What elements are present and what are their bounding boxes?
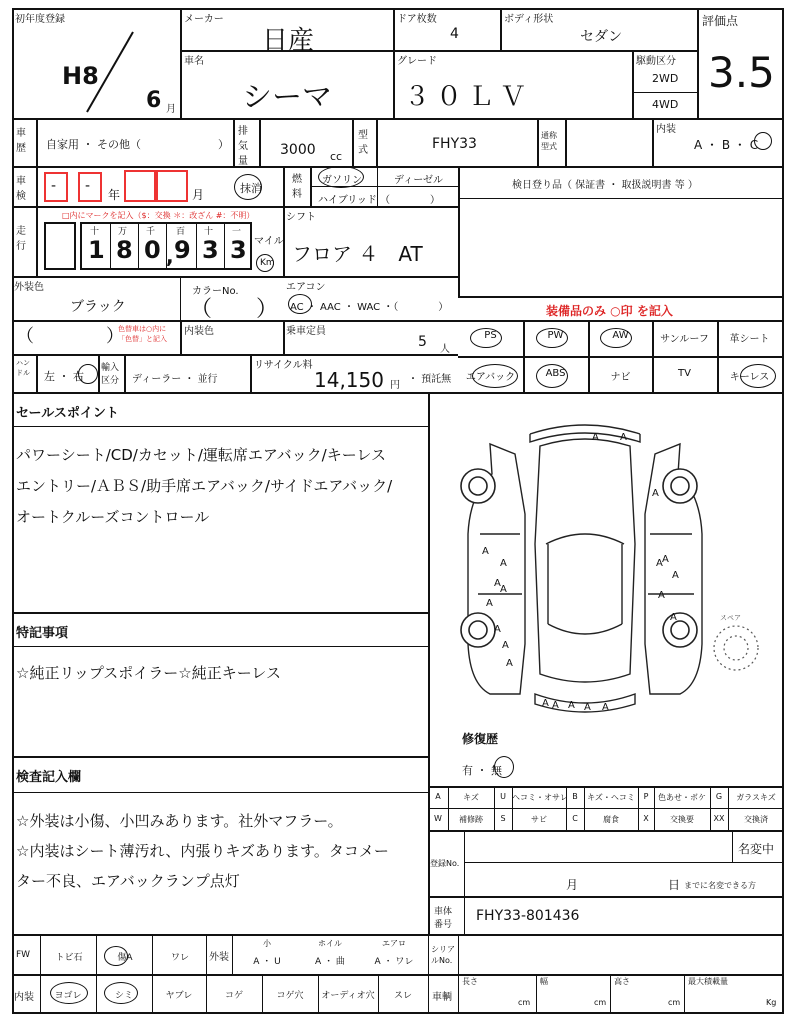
score-value: 3.5: [708, 48, 775, 97]
damage-mark: A: [494, 624, 501, 635]
bottom-circle: [50, 982, 88, 1004]
doors-label: ドア枚数: [397, 14, 437, 25]
color-no-value: （ ）: [190, 297, 279, 322]
special-line: ☆純正リップスポイラー☆純正キーレス: [16, 664, 281, 682]
doors-value: 4: [450, 26, 459, 42]
bottom-circle: [104, 982, 138, 1004]
ext-damage-label: 外装: [209, 952, 229, 963]
drive-4wd: 4WD: [652, 98, 679, 111]
legend-cell: U: [500, 792, 506, 801]
damage-mark: A: [670, 612, 677, 623]
reg-deadline: までに名変できる方: [684, 881, 756, 890]
equipment-circle: [472, 364, 518, 388]
sales-line: パワーシート/CD/カセット/運転席エアバック/キーレス: [16, 446, 386, 464]
recycle-deposited: ・ 預託無: [408, 374, 452, 385]
interior-color-label: 内装色: [184, 326, 214, 337]
registration-label: 登録No.: [430, 859, 460, 868]
legend-cell: XX: [713, 814, 725, 823]
ext-small-label: 小: [263, 939, 271, 948]
damage-mark: A: [500, 584, 507, 595]
damage-mark: A: [652, 488, 659, 499]
color-no-label: カラーNo.: [192, 286, 239, 297]
documents-label: 検日登り品（ 保証書 ・ 取扱説明書 等 ）: [512, 180, 698, 191]
maker-value: 日産: [262, 26, 315, 56]
car-diagram: [430, 394, 784, 724]
bottom-int-item: シミ: [114, 991, 133, 1001]
recycle-unit: 円: [390, 380, 400, 391]
sales-line: エントリー/ＡＢＳ/助手席エアバック/サイドエアバック/: [16, 477, 393, 495]
inspection-label: 車検: [16, 176, 26, 202]
equipment-item: エアバック: [465, 372, 516, 383]
mileage-digit: 1: [88, 236, 105, 264]
bottom-circle: [104, 946, 128, 966]
legend-cell: ガラスキズ: [736, 793, 776, 802]
chassis-label: 車体番号: [434, 907, 453, 930]
shift-value: フロア ４ AT: [292, 242, 423, 266]
damage-mark: A: [552, 700, 559, 711]
damage-mark: A: [542, 698, 549, 709]
ext-value: A ・ ワレ: [374, 957, 414, 967]
mileage-digit-divider: [110, 222, 111, 270]
damage-mark: A: [506, 658, 513, 669]
bottom-divider: [152, 974, 153, 1014]
equipment-item: ABS: [545, 368, 566, 379]
special-notes-label: 特記事項: [16, 626, 69, 641]
legend-cell: 色あせ・ボケ: [658, 793, 706, 802]
equipment-circle: [740, 364, 776, 388]
body-value: セダン: [580, 29, 623, 45]
damage-mark: A: [620, 432, 627, 443]
capacity-value: 5: [418, 334, 427, 350]
legend-cell: C: [572, 814, 578, 823]
bottom-fw-item: トビ石: [55, 953, 83, 963]
legend-row-divider: [428, 808, 784, 809]
equipment-item: AW: [612, 330, 629, 341]
equipment-item: 革シート: [729, 334, 770, 345]
shift-label: シフト: [286, 212, 316, 223]
bottom-divider: [318, 974, 319, 1014]
mileage-unit-label: 百: [176, 227, 186, 237]
mileage-digit: 3: [202, 236, 219, 264]
damage-mark: A: [602, 702, 609, 713]
equipment-item: PS: [484, 330, 497, 341]
ext-small-label: ホイル: [318, 939, 342, 948]
maker-label: メーカー: [184, 14, 224, 25]
equipment-item: サンルーフ: [660, 334, 709, 345]
fuel-hybrid: ハイブリッド: [318, 195, 377, 206]
check-label: 検査記入欄: [16, 770, 82, 785]
equipment-item: キーレス: [729, 372, 770, 383]
body-label: ボディ形状: [504, 14, 554, 25]
model-value: FHY33: [432, 136, 477, 152]
mileage-mile: マイル: [254, 236, 284, 247]
damage-mark: A: [592, 432, 599, 443]
ext-color-value: ブラック: [70, 299, 126, 315]
gasoline-circle: [318, 166, 364, 188]
equipment-item: ナビ: [610, 372, 631, 383]
handle-right-circle: [78, 364, 98, 384]
reg-month: 6: [146, 88, 162, 113]
legend-cell: サビ: [531, 815, 547, 824]
bottom-divider: [96, 974, 97, 1014]
repair-value: 有 ・ 無: [462, 764, 502, 777]
car-name-value: シーマ: [242, 80, 332, 115]
mileage-note: □内にマークを記入（$：交換 ＊：改ざん #：不明）: [62, 211, 255, 220]
equipment-item: TV: [678, 368, 691, 379]
check-line: ター不良、エアバックランプ点灯: [16, 872, 240, 890]
length-unit: cm: [518, 998, 531, 1007]
reg-month-label: 月: [566, 878, 579, 892]
mileage-unit-label: 千: [146, 227, 156, 237]
handle-value: 左 ・ 右: [44, 370, 84, 383]
bottom-fw-item: 傷A: [117, 953, 133, 963]
mileage-unit-label: 十: [90, 227, 100, 237]
damage-mark: A: [482, 546, 489, 557]
check-line: ☆内装はシート薄汚れ、内張りキズあります。タコメー: [16, 842, 389, 860]
reg-month-unit: 月: [166, 104, 176, 115]
ac-value: AC ・ AAC ・ WAC ・（ ）: [290, 302, 449, 313]
damage-mark: A: [662, 554, 669, 565]
score-label: 評価点: [702, 14, 739, 28]
dims-label: 車輌: [432, 992, 452, 1003]
model-label: 型式: [358, 130, 368, 156]
max-load-unit: Kg: [766, 998, 777, 1007]
mileage-separator: ,: [166, 244, 174, 268]
name-change-label: 名変中: [738, 842, 775, 856]
bottom-divider: [206, 974, 207, 1014]
handle-label: ハンドル: [16, 359, 30, 377]
sales-point-label: セールスポイント: [16, 406, 119, 421]
mileage-digit: 8: [116, 236, 133, 264]
damage-mark: A: [658, 590, 665, 601]
equipment-circle: [470, 328, 502, 348]
erased-circle: [234, 174, 262, 200]
first-reg-label: 初年度登録: [15, 14, 65, 25]
inspection-month-unit: 月: [192, 188, 205, 202]
width-label: 幅: [540, 977, 548, 986]
damage-mark: A: [568, 700, 575, 711]
fuel-diesel: ディーゼル: [394, 175, 443, 186]
reg-year: H8: [62, 62, 99, 90]
displacement-unit: cc: [330, 150, 343, 163]
mileage-unit-label: 万: [118, 227, 128, 237]
ext-value: A ・ U: [253, 957, 281, 967]
mileage-extra-box: [44, 222, 76, 270]
equipment-circle: [600, 328, 632, 348]
damage-mark: A: [656, 558, 663, 569]
damage-mark: A: [500, 558, 507, 569]
grade-label: グレード: [397, 56, 437, 67]
bottom-fw-item: ワレ: [170, 953, 189, 963]
equipment-circle: [536, 364, 568, 388]
displacement-label: 排気量: [238, 126, 248, 167]
equipment-title: 装備品のみ ○印 を記入: [546, 304, 673, 318]
repair-label: 修復歴: [462, 732, 499, 746]
fuel-other: （ ）: [380, 195, 440, 206]
mileage-digit-divider: [224, 222, 225, 270]
sales-line: オートクルーズコントロール: [16, 508, 210, 526]
drive-label: 駆動区分: [636, 56, 676, 67]
fuel-label: 燃料: [292, 174, 302, 200]
legend-cell: A: [435, 792, 441, 801]
bottom-int-item: ヤブレ: [165, 991, 193, 1001]
mileage-digit: 0: [144, 236, 161, 264]
bottom-int-item: ヨゴレ: [54, 991, 82, 1001]
ext-color-label: 外装色: [14, 282, 44, 293]
grade-value: ３０ＬＶ: [404, 82, 533, 112]
legend-cell: 補修跡: [459, 815, 483, 824]
repair-none-circle: [494, 756, 514, 778]
mileage-digit-divider: [138, 222, 139, 270]
damage-mark: A: [502, 640, 509, 651]
car-name-label: 車名: [184, 56, 204, 67]
fw-label: FW: [16, 950, 31, 960]
mileage-unit-label: 一: [232, 227, 242, 237]
width-unit: cm: [594, 998, 607, 1007]
bottom-int-item: オーディオ穴: [321, 991, 375, 1001]
ac-circle: [288, 294, 312, 314]
legend-cell: キズ: [463, 793, 479, 802]
recycle-value: 14,150: [314, 368, 384, 392]
legend-cell: 腐食: [603, 815, 619, 824]
legend-cell: S: [500, 814, 506, 823]
legend-cell: キズ・ヘコミ: [587, 793, 635, 802]
max-load-label: 最大積載量: [688, 977, 728, 986]
recycle-label: リサイクル料: [254, 360, 313, 371]
legend-cell: B: [572, 792, 578, 801]
chassis-value: FHY33-801436: [476, 908, 580, 924]
legend-cell: X: [643, 814, 649, 823]
damage-mark: A: [672, 570, 679, 581]
interior-color-paren: （ ）: [16, 326, 124, 347]
mileage-label: 走行: [16, 226, 26, 252]
import-label: 輸入区分: [101, 363, 120, 386]
erased-value: 抹消: [240, 182, 262, 195]
height-label: 高さ: [614, 977, 630, 986]
bottom-int-item: コゲ穴: [276, 991, 304, 1001]
km-circle: [256, 254, 274, 272]
damage-mark: A: [486, 598, 493, 609]
spare-label: スペア: [720, 614, 741, 622]
ac-label: エアコン: [286, 282, 326, 293]
legend-cell: G: [715, 792, 723, 801]
legend-cell: 交換済: [744, 815, 768, 824]
fuel-gasoline: ガソリン: [322, 175, 362, 186]
capacity-label: 乗車定員: [286, 326, 326, 337]
drive-2wd: 2WD: [652, 72, 679, 85]
equipment-circle: [536, 328, 568, 348]
bottom-int-item: スレ: [393, 991, 412, 1001]
equipment-item: PW: [547, 330, 564, 341]
interior-grade-value: A ・ B ・ C: [694, 138, 759, 152]
mileage-digit: 3: [230, 236, 247, 264]
displacement-value: 3000: [280, 142, 316, 158]
legend-cell: P: [643, 792, 649, 801]
color-change-note: 色替車は○内に「色替」と記入: [118, 325, 167, 343]
mileage-unit-label: 十: [204, 227, 214, 237]
common-model-label: 通称型式: [541, 131, 557, 151]
legend-cell: W: [434, 814, 442, 823]
capacity-unit: 人: [440, 344, 450, 355]
interior-grade-circle: [754, 132, 772, 150]
bottom-divider: [378, 974, 379, 1014]
height-unit: cm: [668, 998, 681, 1007]
inspection-year-unit: 年: [108, 188, 121, 202]
damage-mark: A: [494, 578, 501, 589]
check-line: ☆外装は小傷、小凹みあります。社外マフラー。: [16, 812, 343, 830]
mileage-digit-divider: [196, 222, 197, 270]
reg-day-label: 日: [668, 878, 681, 892]
interior-grade-label: 内装: [656, 124, 676, 135]
import-value: ディーラー ・ 並行: [132, 374, 218, 385]
history-label: 車歴: [16, 128, 26, 154]
date-slash: [85, 30, 135, 115]
mileage-digit: 9: [174, 236, 191, 264]
legend-cell: 交換要: [670, 815, 694, 824]
history-value: 自家用 ・ その他（ ）: [46, 138, 229, 151]
ext-value: A ・ 曲: [315, 957, 345, 967]
bottom-int-item: コゲ: [224, 991, 243, 1001]
mileage-km: Km: [260, 258, 275, 268]
bottom-divider: [262, 974, 263, 1014]
serial-label: シリアルNo.: [431, 945, 455, 965]
int-damage-label: 内装: [14, 992, 34, 1003]
ext-small-label: エアロ: [382, 939, 406, 948]
length-label: 長さ: [462, 977, 478, 986]
legend-cell: ヘコミ・オサレ: [512, 793, 568, 802]
damage-mark: A: [584, 702, 591, 713]
